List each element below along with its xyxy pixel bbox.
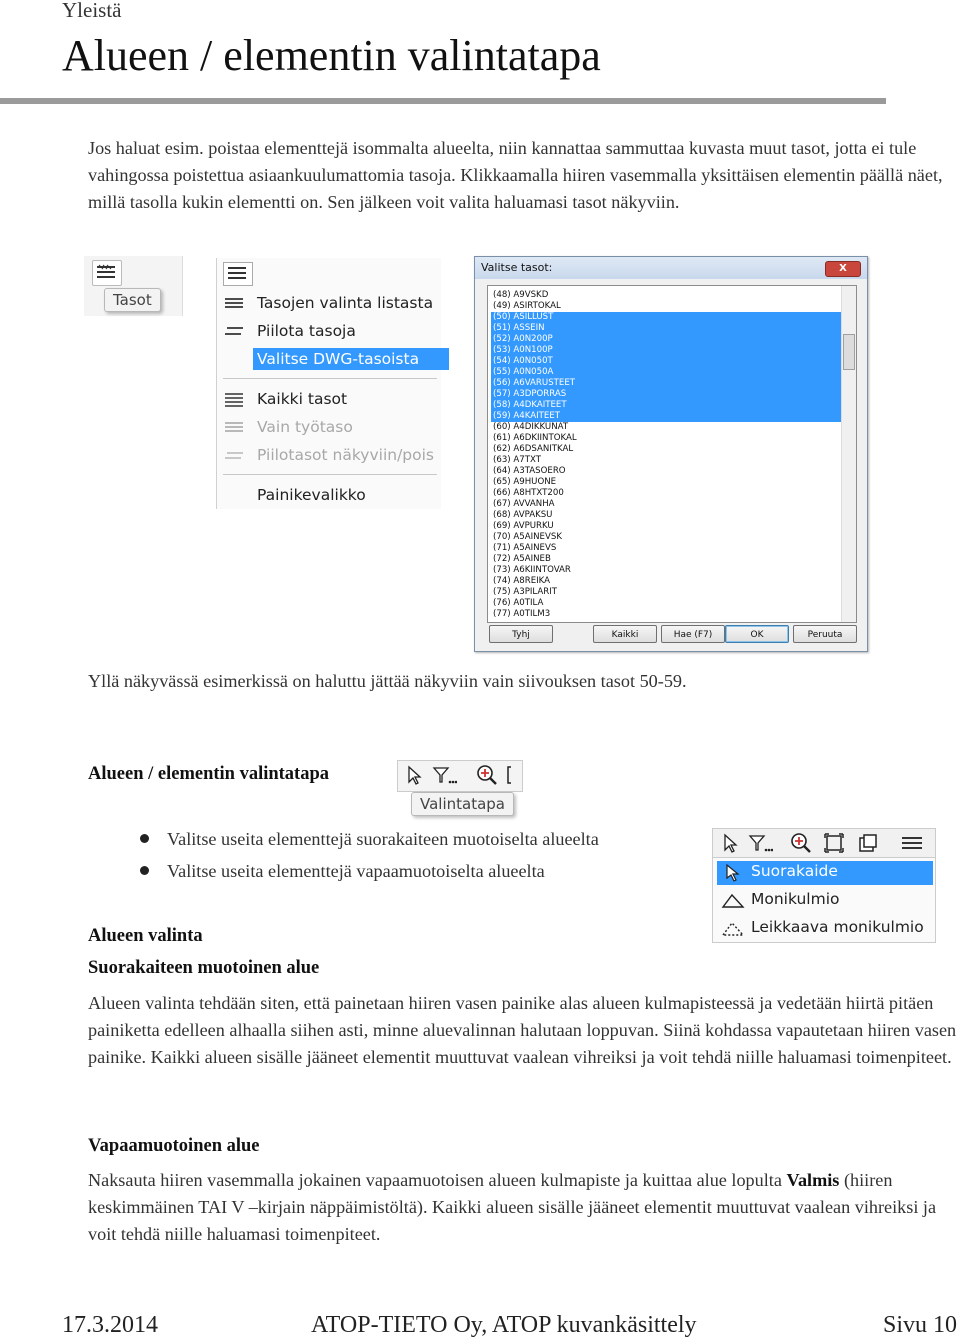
layer-list-item[interactable]: (68) AVPAKSU bbox=[493, 510, 553, 520]
select-all-button[interactable]: Kaikki bbox=[593, 625, 657, 643]
layers-icon[interactable] bbox=[899, 832, 925, 854]
layer-list-item[interactable]: (56) A6VARUSTEET bbox=[491, 378, 843, 389]
work-layer-icon bbox=[223, 419, 245, 435]
layer-list-item[interactable]: (73) A6KIINTOVAR bbox=[493, 565, 571, 575]
crossing-polygon-icon bbox=[721, 921, 745, 937]
footer-date: 17.3.2014 bbox=[62, 1312, 158, 1338]
bullet-dot bbox=[140, 834, 149, 843]
window-icon[interactable] bbox=[857, 832, 879, 854]
intro-paragraph: Jos haluat esim. poistaa elementtejä isommalta alueelta, niin kannattaa sammuttaa kuvasta muut tasot, jotta ei tule vahingossa poistettua asiaankuulumattomia tasoja. Klikkaamalla hiiren vasemmalla yksittäisen elementin päällä näet, millä tasolla kukin elementti on. Sen jälkeen voit valita haluamasi tasot näkyviin. bbox=[88, 138, 943, 212]
layer-menu: Tasojen valinta listasta Piilota tasoja Valitse DWG-tasoista Kaikki tasot Vain työtaso Piilotasot näkyviin/pois Painikevalikko bbox=[216, 258, 441, 509]
layer-list-item[interactable]: (69) AVPURKU bbox=[493, 521, 554, 531]
layer-list-item[interactable]: (75) A3PILARIT bbox=[493, 587, 558, 597]
freeform-area-text: Naksauta hiiren vasemmalla jokainen vapaamuotoisen alueen kulmapiste ja kuittaa alue lopulta Valmis (hiiren keskimmäinen TAI V –kirjain näppäimistöltä). Kaikki alueen sisälle jääneet elementit muuttuvat vaalean vihreiksi ja voit tehdä niille haluamasi toimenpiteet. bbox=[88, 1170, 937, 1244]
layers-button[interactable] bbox=[92, 260, 122, 286]
layer-list-item[interactable]: (48) A9VSKD bbox=[493, 290, 549, 300]
zoom-window-icon[interactable] bbox=[507, 765, 521, 785]
filter-icon[interactable] bbox=[431, 764, 457, 786]
layer-list-item[interactable]: (65) A9HUONE bbox=[493, 477, 557, 487]
layer-list-item[interactable]: (51) ASSEIN bbox=[491, 323, 843, 334]
pointer-icon[interactable] bbox=[403, 764, 425, 786]
menu-item-leikkaava-monikulmio[interactable]: Leikkaava monikulmio bbox=[717, 917, 933, 941]
page-title: Alueen / elementin valintatapa bbox=[62, 31, 601, 80]
scrollbar-thumb[interactable] bbox=[843, 334, 855, 370]
layer-list-item[interactable]: (71) A5AINEVS bbox=[493, 543, 557, 553]
rectangle-select-icon bbox=[723, 863, 741, 883]
layer-list-item[interactable]: (50) ASILLUST bbox=[491, 312, 843, 323]
menu-separator bbox=[223, 378, 437, 379]
search-button[interactable]: Hae (F7) bbox=[661, 625, 725, 643]
listbox-scrollbar[interactable] bbox=[841, 286, 856, 622]
rectangle-area-text: Alueen valinta tehdään siten, että painetaan hiiren vasen painike alas alueen kulmapisteessä ja vedetään hiirtä pitäen painiketta edelleen alhaalla siihen asti, minne aluevalinnan halutaan loppuvan. Siinä kohdassa vapautetaan hiiren vasen painike. Kaikki alueen sisälle jääneet elementit muuttuvat vaalean vihreiksi ja voit tehdä niille haluamasi toimenpiteet. bbox=[88, 993, 957, 1067]
example-caption: Yllä näkyvässä esimerkissä on haluttu jättää näkyviin vain siivouksen tasot 50-59. bbox=[88, 671, 687, 691]
freeform-area-heading: Vapaamuotoinen alue bbox=[88, 1136, 260, 1156]
rectangle-area-subheading: Suorakaiteen muotoinen alue bbox=[88, 958, 320, 978]
cancel-button[interactable]: Peruuta bbox=[793, 625, 857, 643]
layer-list-item[interactable]: (49) ASIRTOKAL bbox=[493, 301, 561, 311]
hidden-layers-icon bbox=[223, 447, 245, 463]
layer-list-item[interactable]: (63) A7TXT bbox=[493, 455, 541, 465]
layer-list-item[interactable]: (66) A8HTXT200 bbox=[493, 488, 564, 498]
layer-list-item[interactable]: (59) A4KAITEET bbox=[491, 411, 843, 422]
polygon-select-icon bbox=[721, 893, 745, 909]
filter-icon[interactable] bbox=[747, 832, 773, 854]
selection-toolbar bbox=[397, 760, 523, 822]
valintatapa-tooltip: Valintatapa bbox=[411, 792, 514, 816]
layer-select-dialog bbox=[474, 256, 868, 652]
zoom-in-icon[interactable] bbox=[789, 831, 813, 855]
zoom-window-icon[interactable] bbox=[823, 832, 845, 854]
layer-list-item[interactable]: (53) A0N100P bbox=[491, 345, 843, 356]
layer-list-item[interactable]: (60) A4DIKKUNAT bbox=[493, 422, 569, 432]
selection-mode-heading: Alueen / elementin valintatapa bbox=[88, 764, 330, 784]
tasot-tooltip: Tasot bbox=[104, 288, 161, 312]
menu-separator bbox=[223, 474, 437, 475]
selection-mode-menu bbox=[712, 828, 936, 943]
layer-list-item[interactable]: (58) A4DKAITEET bbox=[491, 400, 843, 411]
header-divider bbox=[0, 98, 886, 104]
footer-company: ATOP-TIETO Oy, ATOP kuvankäsittely bbox=[311, 1312, 697, 1338]
layer-list-item[interactable]: (77) A0TILM3 bbox=[493, 609, 551, 619]
layer-list-item[interactable]: (67) AVVANHA bbox=[493, 499, 555, 509]
layers-icon bbox=[224, 263, 250, 283]
layer-list-item[interactable]: (70) A5AINEVSK bbox=[493, 532, 562, 542]
layer-list-item[interactable]: (72) A5AINEB bbox=[493, 554, 551, 564]
layer-list-item[interactable]: (54) A0N050T bbox=[491, 356, 843, 367]
page-footer bbox=[0, 1312, 960, 1343]
pointer-icon[interactable] bbox=[719, 832, 741, 854]
layers-list-icon bbox=[223, 295, 245, 311]
bullet-item: Valitse useita elementtejä suorakaiteen muotoiselta alueelta bbox=[140, 829, 599, 850]
tasot-toolbar bbox=[84, 256, 183, 316]
layer-listbox[interactable] bbox=[487, 285, 857, 623]
layer-list-item[interactable]: (61) A6DKIINTOKAL bbox=[493, 433, 577, 443]
layer-list-item[interactable]: (64) A3TASOERO bbox=[493, 466, 566, 476]
layer-list-item[interactable]: (62) A6DSANITKAL bbox=[493, 444, 574, 454]
menu-item-monikulmio[interactable]: Monikulmio bbox=[717, 889, 933, 913]
section-label: Yleistä bbox=[62, 0, 122, 22]
dialog-title: Valitse tasot: bbox=[481, 261, 553, 274]
layers-icon bbox=[93, 261, 119, 283]
bullet-item: Valitse useita elementtejä vapaamuotoiselta alueelta bbox=[140, 861, 545, 882]
footer-page-number: Sivu 10 bbox=[883, 1312, 958, 1338]
close-icon[interactable]: X bbox=[825, 261, 861, 277]
layer-list-item[interactable]: (52) A0N200P bbox=[491, 334, 843, 345]
clear-button[interactable]: Tyhj bbox=[489, 625, 553, 643]
area-selection-heading: Alueen valinta bbox=[88, 926, 203, 946]
ok-button[interactable]: OK bbox=[725, 625, 789, 643]
bullet-dot bbox=[140, 866, 149, 875]
menu-item-suorakaide[interactable]: Suorakaide bbox=[717, 861, 933, 885]
dialog-title-bar bbox=[475, 257, 867, 279]
hide-layers-icon bbox=[223, 323, 245, 339]
all-layers-icon bbox=[223, 391, 245, 407]
layer-list-item[interactable]: (74) A8REIKA bbox=[493, 576, 551, 586]
layer-list-item[interactable]: (57) A3DPORRAS bbox=[491, 389, 843, 400]
zoom-in-icon[interactable] bbox=[475, 763, 499, 787]
layer-list-item[interactable]: (55) A0N050A bbox=[491, 367, 843, 378]
layers-menu-button[interactable] bbox=[223, 262, 253, 286]
layer-list-item[interactable]: (76) A0TILA bbox=[493, 598, 544, 608]
